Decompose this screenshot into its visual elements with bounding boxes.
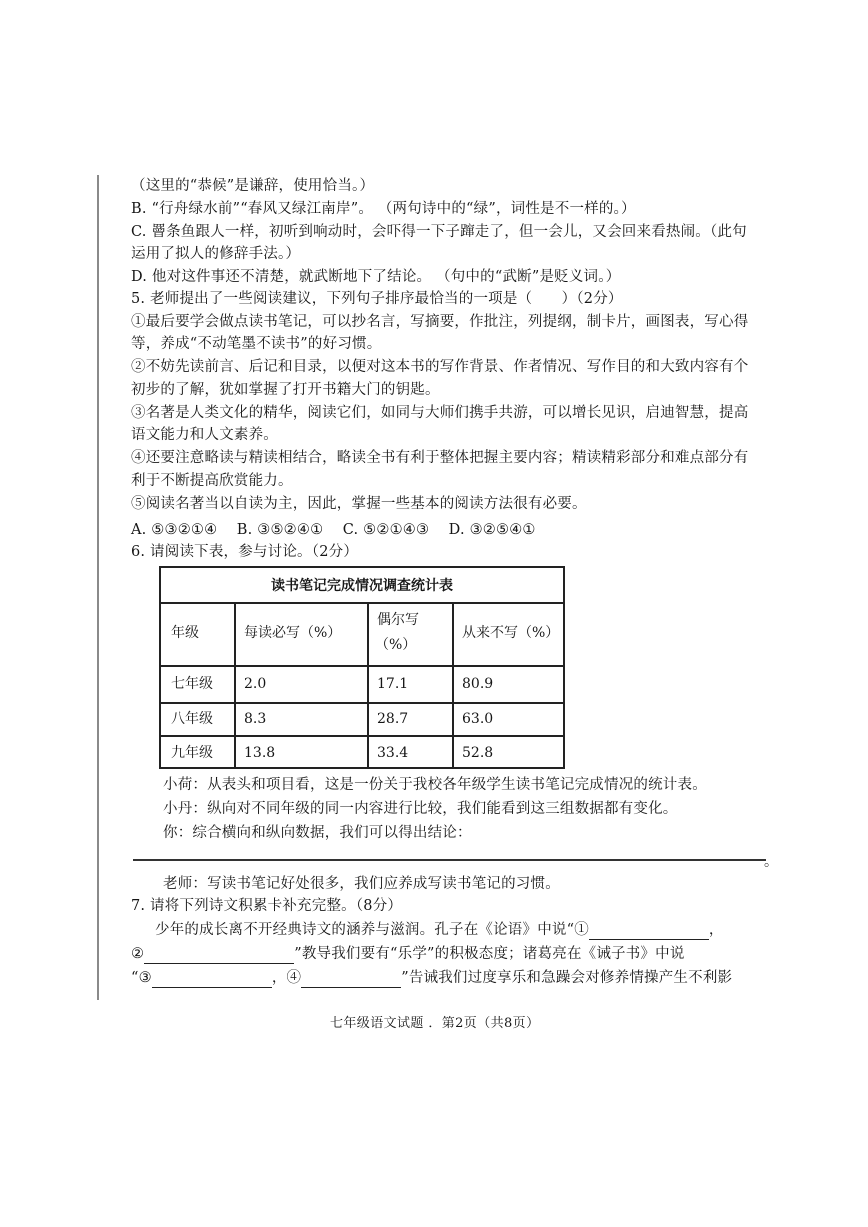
answer-options: A. ⑤③②①④ B. ③⑤②④① C. ⑤②①④③ D. ③②⑤④① bbox=[131, 522, 536, 538]
table-cell: 63.0 bbox=[462, 711, 494, 727]
option-d: D. 他对这件事还不清楚，就武断地下了结论。 （句中的“武断”是贬义词。） bbox=[131, 269, 621, 285]
dialogue-xiaodan: 小丹：纵向对不同年级的同一内容进行比较，我们能看到这三组数据都有变化。 bbox=[163, 801, 678, 817]
blank-1[interactable] bbox=[589, 924, 709, 940]
page-margin-rule bbox=[97, 175, 99, 1000]
poetry-line-3 bbox=[131, 968, 732, 988]
option-b: B. “行舟绿水前”“春风又绿江南岸”。 （两句诗中的“绿”，词性是不一样的。） bbox=[131, 201, 636, 217]
table-cell: 28.7 bbox=[377, 711, 409, 727]
dialogue-teacher: 老师：写读书笔记好处很多，我们应养成写读书笔记的习惯。 bbox=[163, 876, 560, 892]
blank-2[interactable] bbox=[144, 948, 294, 964]
poetry-text: 少年的成长离不开经典诗文的涵养与滋润。孔子在《论语》中说“① bbox=[155, 922, 589, 938]
text-line: （这里的“恭候”是谦辞，使用恰当。） bbox=[131, 178, 375, 194]
sentence-5: ⑤阅读名著当以自读为主，因此，掌握一些基本的阅读方法很有必要。 bbox=[131, 496, 587, 512]
answer-period: 。 bbox=[764, 854, 778, 870]
table-header: 年级 bbox=[171, 625, 199, 641]
question-5: 5. 老师提出了一些阅读建议，下列句子排序最恰当的一项是（ ）（2分） bbox=[131, 291, 623, 307]
blank-3[interactable] bbox=[152, 972, 272, 988]
answer-line[interactable] bbox=[133, 859, 766, 861]
blank-4[interactable] bbox=[301, 972, 401, 988]
poetry-text: ”告诫我们过度享乐和急躁会对修养情操产生不利影 bbox=[401, 970, 733, 986]
table-cell: 2.0 bbox=[244, 676, 267, 692]
sentence-1: ①最后要学会做点读书笔记，可以抄名言，写摘要，作批注，列提纲，制卡片，画图表，写心得 bbox=[131, 314, 749, 330]
table-title: 读书笔记完成情况调查统计表 bbox=[271, 578, 453, 594]
sentence-2: ②不妨先读前言、后记和目录，以便对这本书的写作背景、作者情况、写作目的和大致内容有个 bbox=[131, 359, 749, 375]
option-c: C. 罾条鱼跟人一样，初听到响动时，会吓得一下子蹿走了，但一会儿，又会回来看热闹。（此句 bbox=[131, 224, 747, 240]
poetry-line-1 bbox=[155, 920, 724, 940]
table-cell: 8.3 bbox=[244, 711, 267, 727]
table-header: （%） bbox=[375, 637, 417, 653]
text-line: 运用了拟人的修辞手法。） bbox=[131, 246, 301, 262]
poetry-text: ， bbox=[708, 922, 724, 938]
survey-table bbox=[159, 566, 565, 769]
question-6: 6. 请阅读下表，参与讨论。（2分） bbox=[131, 544, 359, 560]
table-header: 偶尔写 bbox=[377, 612, 419, 628]
table-cell: 13.8 bbox=[244, 745, 276, 761]
page-footer: 七年级语文试题 ．第2页（共8页） bbox=[330, 1016, 540, 1031]
poetry-text: ，④ bbox=[271, 970, 302, 986]
dialogue-xiaohe: 小荷：从表头和项目看，这是一份关于我校各年级学生读书笔记完成情况的统计表。 bbox=[163, 777, 707, 793]
dialogue-you: 你：综合横向和纵向数据，我们可以得出结论： bbox=[163, 825, 472, 841]
table-header: 从来不写（%） bbox=[462, 625, 560, 641]
text-line: 语文能力和人文素养。 bbox=[131, 427, 278, 443]
table-cell: 33.4 bbox=[377, 745, 409, 761]
table-cell: 52.8 bbox=[462, 745, 494, 761]
question-7: 7. 请将下列诗文积累卡补充完整。（8分） bbox=[131, 898, 403, 914]
poetry-line-2 bbox=[131, 944, 685, 964]
table-cell: 八年级 bbox=[171, 711, 213, 727]
text-line: 利于不断提高欣赏能力。 bbox=[131, 473, 293, 489]
poetry-text: ”教导我们要有“乐学”的积极态度；诸葛亮在《诫子书》中说 bbox=[294, 946, 685, 962]
table-cell: 九年级 bbox=[171, 745, 213, 761]
text-line: 等，养成“不动笔墨不读书”的好习惯。 bbox=[131, 336, 382, 352]
table-cell: 七年级 bbox=[171, 676, 213, 692]
table-header: 每读必写（%） bbox=[244, 625, 342, 641]
sentence-3: ③名著是人类文化的精华，阅读它们，如同与大师们携手共游，可以增长见识，启迪智慧，提高 bbox=[131, 405, 749, 421]
sentence-4: ④还要注意略读与精读相结合，略读全书有利于整体把握主要内容；精读精彩部分和难点部分有 bbox=[131, 450, 749, 466]
table-cell: 17.1 bbox=[377, 676, 409, 692]
poetry-text: “③ bbox=[131, 970, 152, 986]
table-cell: 80.9 bbox=[462, 676, 494, 692]
poetry-text: ② bbox=[131, 946, 145, 962]
text-line: 初步的了解，犹如掌握了打开书籍大门的钥匙。 bbox=[131, 382, 440, 398]
